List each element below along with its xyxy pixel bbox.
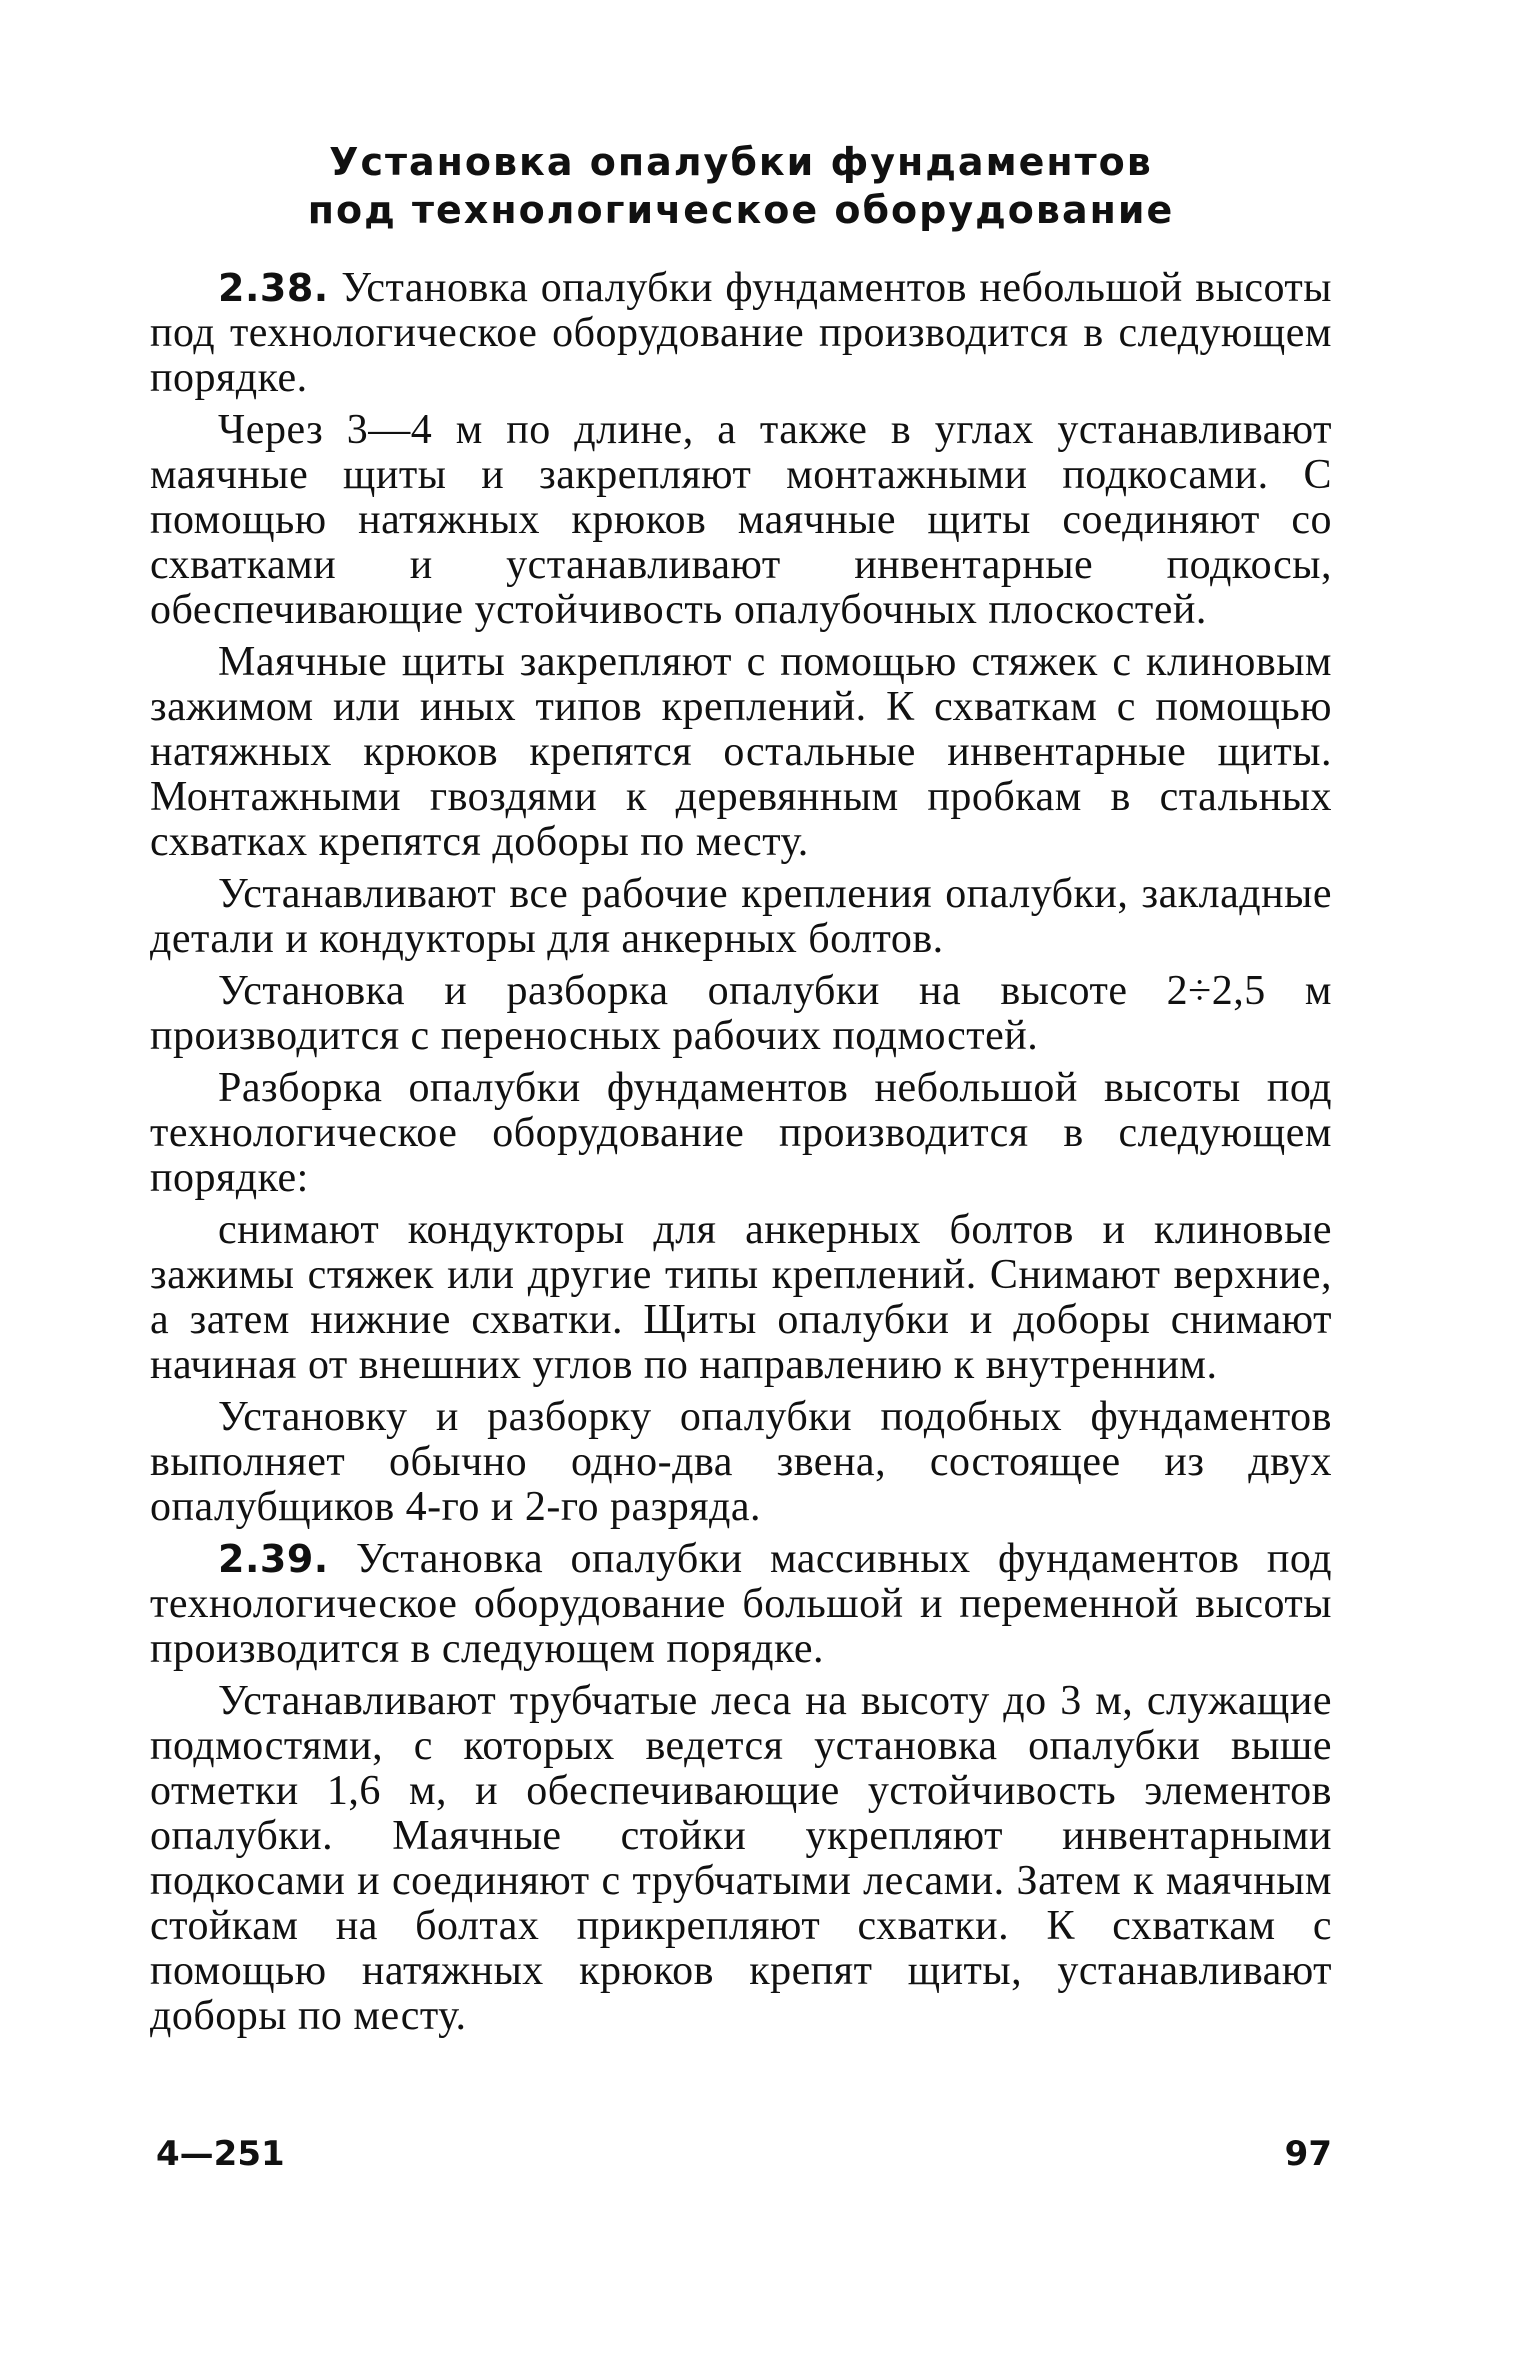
section-heading-line-2: под технологическое оборудование	[307, 188, 1175, 232]
clause-number: 2.38.	[218, 266, 329, 310]
paragraph-text: Через 3—4 м по длине, а также в углах устанавливают маячные щиты и закрепляют монтажными подкосами. С помощью натяжных крюков маячные щиты соединяют со схватками и устанавливают инвентарные подкосы, обеспечивающие устойчивость опалубочных плоскостей.	[150, 407, 1332, 633]
paragraph-text: Маячные щиты закрепляют с помощью стяжек с клиновым зажимом или иных типов креплений. К схваткам с помощью натяжных крюков крепятся остальные инвентарные щиты. Монтажными гвоздями к деревянным пробкам в стальных схватках крепятся доборы по месту.	[150, 639, 1332, 865]
paragraph-text: Устанавливают все рабочие крепления опалубки, закладные детали и кондукторы для анкерных болтов.	[150, 871, 1332, 962]
paragraph-text: снимают кондукторы для анкерных болтов и клиновые зажимы стяжек или другие типы креплений. Снимают верхние, а затем нижние схватки. Щиты опалубки и доборы снимают начиная от внешних углов по направлению к внутренним.	[150, 1207, 1332, 1388]
clause-number: 2.39.	[218, 1537, 329, 1581]
paragraph-2-38	[150, 266, 1332, 401]
book-page	[150, 0, 1332, 2362]
paragraph	[150, 1066, 1332, 1201]
printer-signature: 4—251	[156, 2134, 285, 2174]
paragraph	[150, 1208, 1332, 1388]
paragraph-text: Установка и разборка опалубки на высоте 2÷2,5 м производится с переносных рабочих подмостей.	[150, 968, 1332, 1059]
paragraph	[150, 872, 1332, 962]
paragraph	[150, 969, 1332, 1059]
paragraph	[150, 1395, 1332, 1530]
paragraph	[150, 640, 1332, 865]
section-heading	[150, 138, 1332, 234]
section-heading-line-1: Установка опалубки фундаментов	[329, 140, 1153, 184]
body-text	[150, 266, 1332, 2046]
page-number: 97	[1284, 2134, 1332, 2174]
paragraph-text: Установку и разборку опалубки подобных фундаментов выполняет обычно одно-два звена, состоящее из двух опалубщиков 4-го и 2-го разряда.	[150, 1394, 1332, 1530]
paragraph	[150, 1679, 1332, 2039]
paragraph-text: Устанавливают трубчатые леса на высоту до 3 м, служащие подмостями, с которых ведется установка опалубки выше отметки 1,6 м, и обеспечивающие устойчивость элементов опалубки. Маячные стойки укрепляют инвентарными подкосами и соединяют с трубчатыми лесами. Затем к маячным стойкам на болтах прикрепляют схватки. К схваткам с помощью натяжных крюков крепят щиты, устанавливают доборы по месту.	[150, 1678, 1332, 2039]
paragraph-text: Разборка опалубки фундаментов небольшой высоты под технологическое оборудование производится в следующем порядке:	[150, 1065, 1332, 1201]
paragraph-text: Установка опалубки фундаментов небольшой высоты под технологическое оборудование производится в следующем порядке.	[150, 265, 1332, 401]
paragraph-2-39	[150, 1537, 1332, 1672]
paragraph-text: Установка опалубки массивных фундаментов под технологическое оборудование большой и переменной высоты производится в следующем порядке.	[150, 1536, 1332, 1672]
paragraph	[150, 408, 1332, 633]
